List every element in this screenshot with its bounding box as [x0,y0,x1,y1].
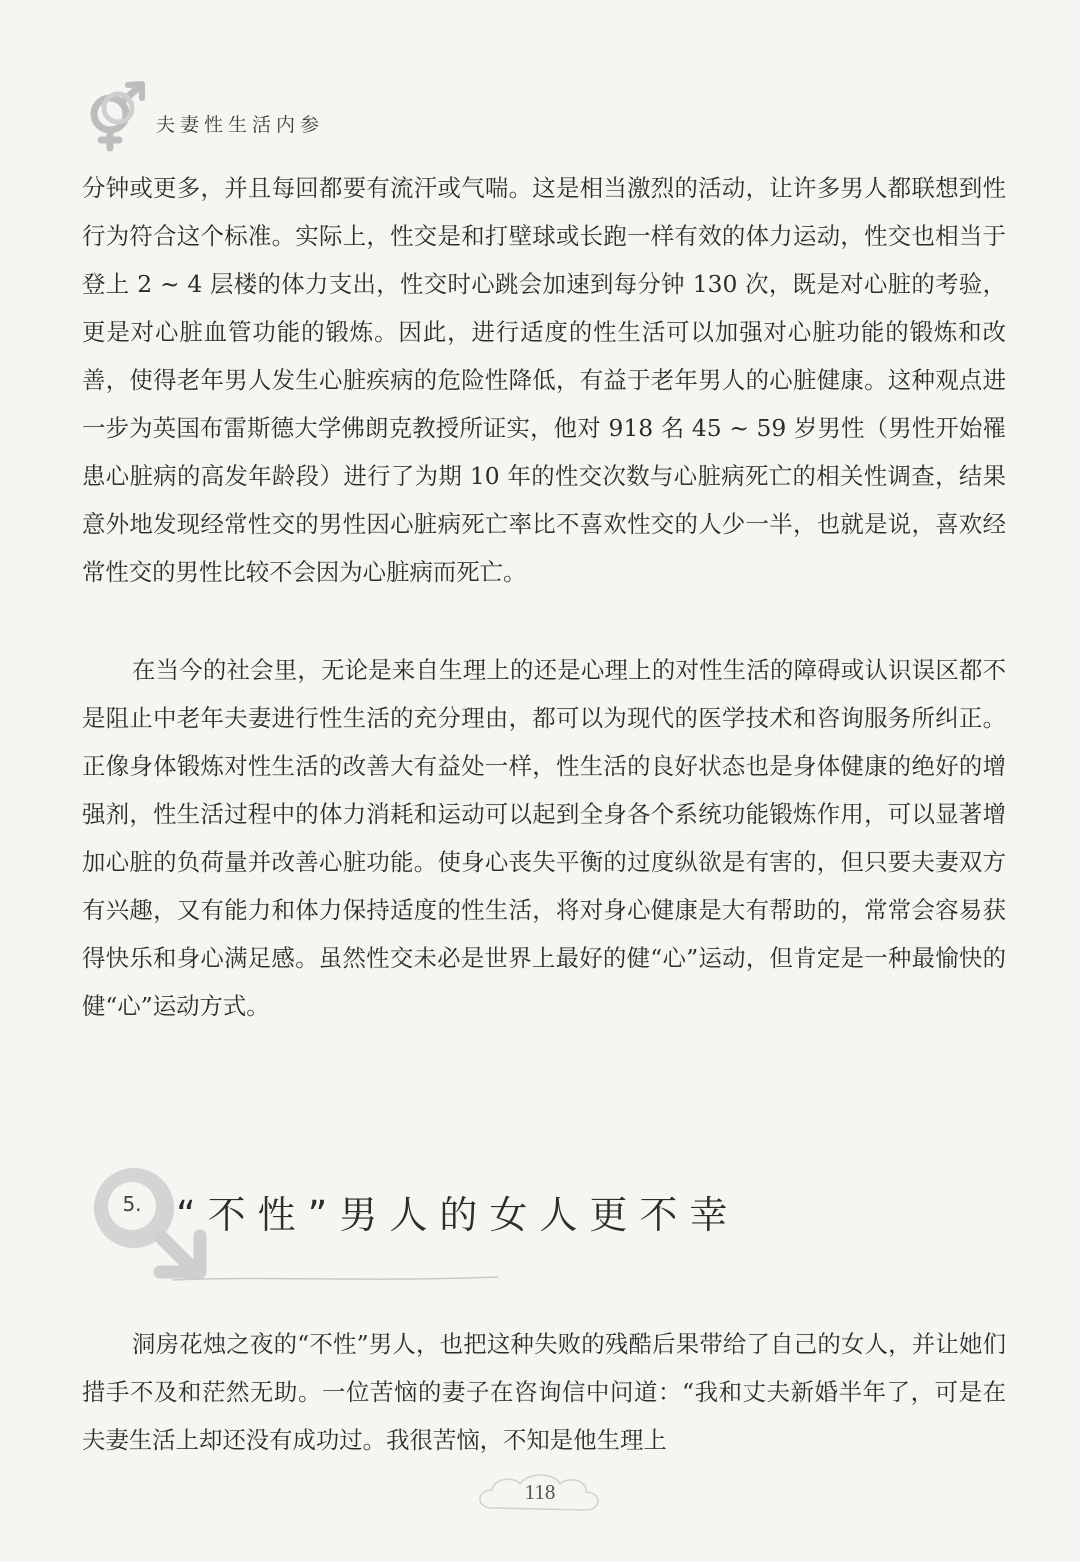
body-paragraph-2: 在当今的社会里，无论是来自生理上的还是心理上的对性生活的障碍或认识误区都不是阻止中老年夫妻进行性生活的充分理由，都可以为现代的医学技术和咨询服务所纠正。正像身体锻炼对性生活的改善大有益处一样，性生活的良好状态也是身体健康的绝好的增强剂，性生活过程中的体力消耗和运动可以起到全身各个系统功能锻炼作用，可以显著增加心脏的负荷量并改善心脏功能。使身心丧失平衡的过度纵欲是有害的，但只要夫妻双方有兴趣，又有能力和体力保持适度的性生活，将对身心健康是大有帮助的，常常会容易获得快乐和身心满足感。虽然性交未必是世界上最好的健“心”运动，但肯定是一种最愉快的健“心”运动方式。 [82,656,1006,1020]
running-header-title: 夫妻性生活内参 [156,114,325,136]
page-number-badge [470,1468,610,1518]
heading-underline [170,1274,500,1284]
body-paragraph-3: 洞房花烛之夜的“不性”男人，也把这种失败的残酷后果带给了自己的女人，并让她们措手不及和茫然无助。一位苦恼的妻子在咨询信中问道：“我和丈夫新婚半年了，可是在夫妻生活上却还没有成功过。我很苦恼，不知是他生理上 [82,1330,1006,1454]
section-title: “不性”男人的女人更不幸 [176,1193,740,1237]
body-paragraph-1: 分钟或更多，并且每回都要有流汗或气喘。这是相当激烈的活动，让许多男人都联想到性行为符合这个标准。实际上，性交是和打壁球或长跑一样有效的体力运动，性交也相当于登上 2 ~ 4 层楼的体力支出，性交时心跳会加速到每分钟 130 次，既是对心脏的考验，更是对心脏血管功能的锻炼。因此，进行适度的性生活可以加强对心脏功能的锻炼和改善，使得老年男人发生心脏疾病的危险性降低，有益于老年男人的心脏健康。这种观点进一步为英国布雷斯德大学佛朗克教授所证实，他对 918 名 45 ~ 59 岁男性（男性开始罹患心脏病的高发年龄段）进行了为期 10 年的性交次数与心脏病死亡的相关性调查，结果意外地发现经常性交的男性因心脏病死亡率比不喜欢性交的人少一半，也就是说，喜欢经常性交的男性比较不会因为心脏病而死亡。 [82,174,1006,586]
page-number: 118 [524,1480,556,1504]
running-header [82,80,482,152]
section-number: 5. [122,1192,142,1216]
gender-symbol-icon [82,80,154,152]
section-heading [82,1150,982,1300]
